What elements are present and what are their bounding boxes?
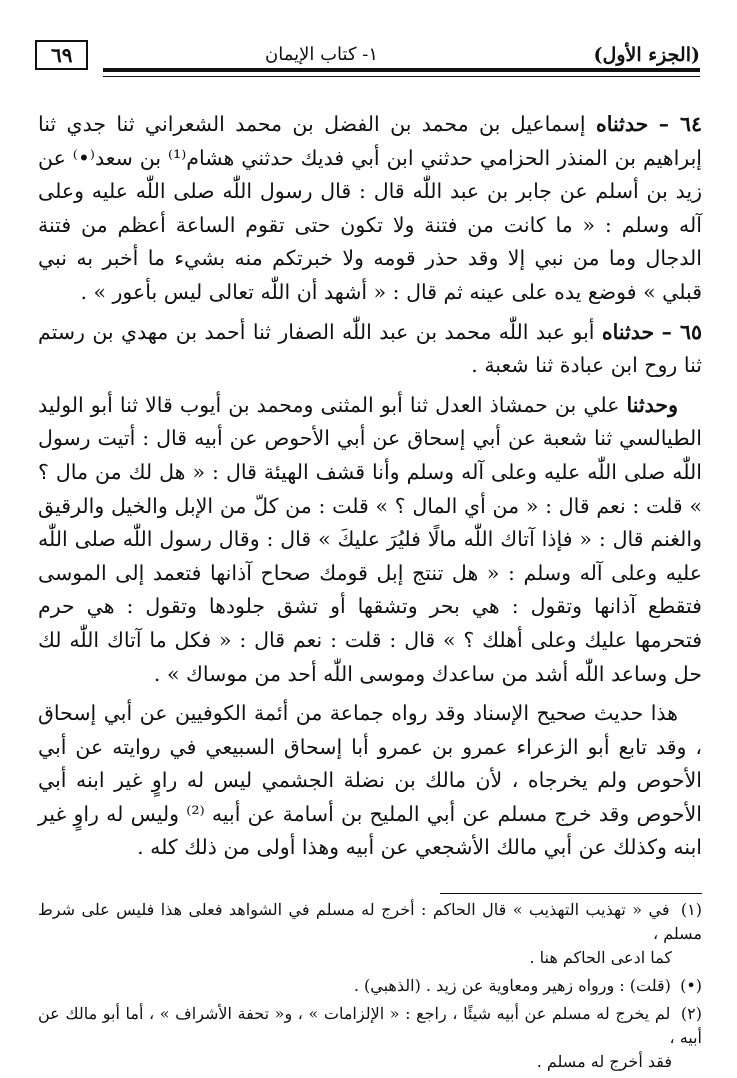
hadith-64 xyxy=(38,108,702,310)
hadith-lead: وحدثنا xyxy=(626,392,678,417)
footnote-marker: (•) xyxy=(680,976,702,995)
page-number-box: ٦٩ xyxy=(35,40,88,70)
page-number xyxy=(35,40,88,70)
chapter-title: ١- كتاب الإيمان xyxy=(265,44,379,65)
main-text xyxy=(38,108,702,871)
commentary-paragraph: هذا حديث صحيح الإسناد وقد رواه جماعة من أئمة الكوفيين عن أبي إسحاق ، وقد تابع أبو الزعراء عمرو بن عمرو أبا إسحاق السبيعي في روايته عن أبي الأحوص ولم يخرجاه ، لأن مالك بن نضلة الجشمي ليس له راوٍ غير ابنه أبي الأحوص وقد خرج مسلم عن أبي المليح بن أسامة عن أبيه ⁽²⁾ وليس له راوٍ غير ابنه وكذلك عن أبي مالك الأشجعي عن أبيه وهذا أولى من ذلك كله . xyxy=(38,701,702,860)
hadith-number: ٦٥ – xyxy=(661,319,702,344)
footnote-text: في « تهذيب التهذيب » قال الحاكم : أخرج له مسلم في الشواهد فعلى هذا فليس على شرط مسلم ، xyxy=(38,900,702,943)
hadith-lead: حدثناه xyxy=(596,112,649,136)
hadith-text: أبو عبد اللّٰه محمد بن عبد اللّٰه الصفار ثنا أحمد بن مهدي بن رستم ثنا روح ابن عبادة ثنا شعبة . xyxy=(38,319,702,378)
footnote-continuation: فقد أخرج له مسلم . xyxy=(536,1052,672,1071)
footnote-continuation: كما ادعى الحاكم هنا . xyxy=(529,948,672,967)
footnote-text: (قلت) : ورواه زهير ومعاوية عن زيد . (الذهبي) . xyxy=(353,976,671,995)
hadith-65-second-chain xyxy=(38,389,702,691)
volume-title: (الجزء الأول) xyxy=(593,44,700,66)
footnote-2 xyxy=(38,1002,702,1074)
hadith-lead: حدثناه xyxy=(601,319,655,344)
hadith-number: ٦٤ – xyxy=(658,112,702,136)
footnote-marker: (١) xyxy=(680,900,702,919)
header-rule-thick xyxy=(103,68,700,72)
footnotes xyxy=(38,898,702,1078)
running-header xyxy=(35,40,700,80)
footnote-separator xyxy=(440,893,702,894)
footnote-1 xyxy=(38,898,702,970)
hadith-text: إسماعيل بن محمد بن الفضل بن محمد الشعراني ثنا جدي ثنا إبراهيم بن المنذر الحزامي حدثني ابن أبي فديك حدثني هشام⁽¹⁾ بن سعد⁽•⁾ عن زيد بن أسلم عن جابر بن عبد اللّٰه قال : قال رسول اللّٰه صلى اللّٰه عليه وعلى آله وسلم : « ما كانت من فتنة ولا تكون حتى تقوم الساعة أعظم من فتنة الدجال وما من نبي إلا وقد حذر قومه ولا خبرتكم منه بشيء ما أخبر به نبي قبلي » فوضع يده على عينه ثم قال : « أشهد أن اللّٰه تعالى ليس بأعور » . xyxy=(38,112,702,304)
footnote-marker: (٢) xyxy=(680,1004,702,1023)
header-rule-thin xyxy=(103,76,700,77)
footnote-editor-note xyxy=(38,974,702,998)
footnote-text: لم يخرج له مسلم عن أبيه شيئًا ، راجع : « الإلزامات » ، و« تحفة الأشراف » ، أما أبو مالك عن أبيه ، xyxy=(38,1004,702,1047)
hadith-65 xyxy=(38,316,702,383)
hadith-text: علي بن حمشاذ العدل ثنا أبو المثنى ومحمد بن أيوب قالا ثنا أبو الوليد الطيالسي ثنا شعبة عن أبي إسحاق عن أبي الأحوص عن أبيه قال : أتيت رسول اللّٰه صلى اللّٰه عليه وعلى آله وسلم وأنا قشف الهيئة قال : « هل لك من مال ؟ » قلت : نعم قال : « من أي المال ؟ » قلت : من كلّ من الإبل والخيل والرقيق والغنم قال : « فإذا آتاك اللّٰه مالًا فليُرَ عليكَ » قال : وقال رسول اللّٰه صلى اللّٰه عليه وعلى آله وسلم : « هل تنتج إبل قومك صحاح آذانها فتعمد إلى الموسى فتقطع آذانها وتقول : هي بحر وتشقها أو تشق جلودها وتقول : هي حرم فتحرمها عليك وعلى أهلك ؟ » قال : قلت : نعم قال : « فكل ما آتاك اللّٰه لك حل وساعد اللّٰه أشد من ساعدك وموسى اللّٰه أحد من موساك » . xyxy=(38,392,702,686)
